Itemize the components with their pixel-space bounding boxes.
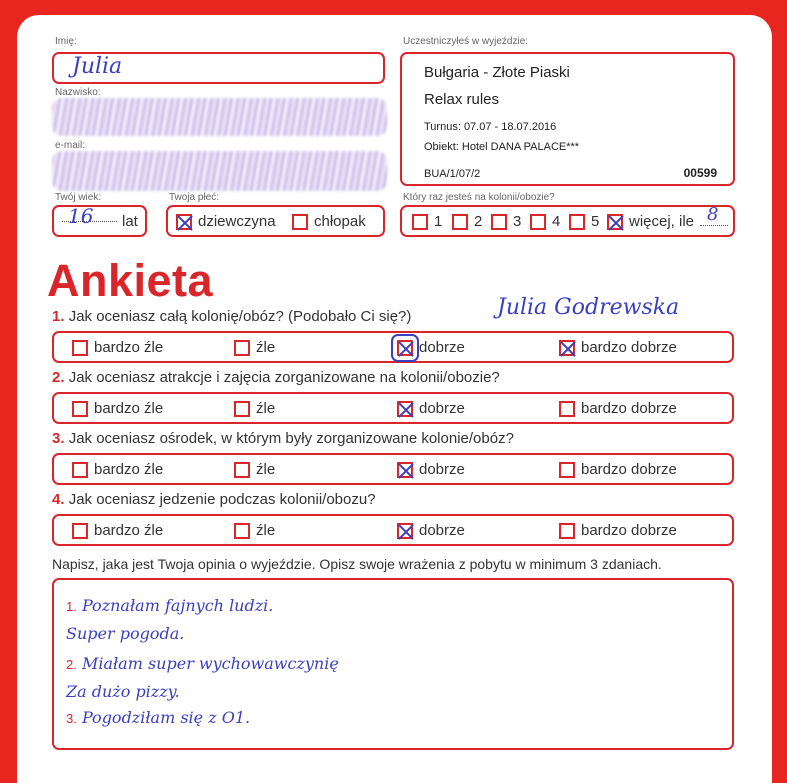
q1-option-3[interactable]	[397, 339, 465, 356]
last-name-label: Nazwisko:	[55, 87, 101, 98]
question-4	[52, 491, 376, 508]
trip-number: 00599	[683, 166, 717, 180]
question-4-answers	[52, 514, 734, 546]
q2-checkbox-3[interactable]	[397, 401, 413, 417]
q2-label-1: bardzo źle	[94, 400, 164, 417]
q3-option-1[interactable]	[72, 461, 163, 478]
opinion-line-2-text: Super pogoda.	[66, 624, 185, 643]
age-unit: lat	[122, 213, 138, 230]
checkbox-times-2[interactable]	[452, 214, 468, 230]
q4-option-1[interactable]	[72, 522, 163, 539]
q1-label-4: bardzo dobrze	[581, 339, 677, 356]
question-4-number: 4.	[52, 491, 65, 508]
q2-option-3[interactable]	[397, 400, 465, 417]
survey-sheet	[17, 15, 772, 783]
gender-field	[166, 205, 385, 237]
times-field	[400, 205, 735, 237]
age-field[interactable]	[52, 205, 147, 237]
q4-option-3[interactable]	[397, 522, 465, 539]
q1-option-2[interactable]	[234, 339, 275, 356]
q1-label-3: dobrze	[419, 339, 465, 356]
question-3-number: 3.	[52, 430, 65, 447]
q3-option-4[interactable]	[559, 461, 677, 478]
q3-checkbox-4[interactable]	[559, 462, 575, 478]
opinion-line-4	[66, 682, 180, 701]
times-5-label: 5	[591, 213, 600, 230]
q3-option-2[interactable]	[234, 461, 275, 478]
q2-label-4: bardzo dobrze	[581, 400, 677, 417]
opinion-line-1	[66, 596, 273, 615]
gender-boy-label: chłopak	[314, 213, 366, 230]
q4-checkbox-4[interactable]	[559, 523, 575, 539]
q1-checkbox-2[interactable]	[234, 340, 250, 356]
question-1-text: Jak oceniasz całą kolonię/obóz? (Podobało Ci się?)	[68, 308, 412, 325]
q1-label-1: bardzo źle	[94, 339, 164, 356]
times-option-5[interactable]	[569, 213, 599, 230]
opinion-line-3-num: 2.	[66, 657, 77, 672]
last-name-redacted	[52, 98, 387, 136]
first-name-label: Imię:	[55, 36, 77, 47]
times-2-label: 2	[474, 213, 483, 230]
signature: Julia Godrewska	[497, 295, 680, 320]
question-3-text: Jak oceniasz ośrodek, w którym były zorganizowane kolonie/obóz?	[68, 430, 514, 447]
gender-label: Twoja płeć:	[169, 192, 220, 203]
gender-option-boy[interactable]	[292, 213, 366, 230]
q2-checkbox-2[interactable]	[234, 401, 250, 417]
opinion-line-5-text: Pogodziłam się z O1.	[81, 708, 251, 727]
question-4-text: Jak oceniasz jedzenie podczas kolonii/obozu?	[68, 491, 376, 508]
opinion-line-5	[66, 708, 250, 727]
checkbox-times-1[interactable]	[412, 214, 428, 230]
checkbox-boy[interactable]	[292, 214, 308, 230]
q4-checkbox-3[interactable]	[397, 523, 413, 539]
opinion-line-1-text: Poznałam fajnych ludzi.	[81, 596, 274, 615]
trip-subtitle: Relax rules	[424, 91, 500, 108]
gender-option-girl[interactable]	[176, 213, 276, 230]
q3-label-3: dobrze	[419, 461, 465, 478]
question-1	[52, 308, 411, 325]
q2-label-2: źle	[256, 400, 276, 417]
opinion-prompt: Napisz, jaka jest Twoja opinia o wyjeździe. Opisz swoje wrażenia z pobytu w minimum 3 zdaniach.	[52, 556, 662, 572]
times-3-label: 3	[513, 213, 522, 230]
trip-code: BUA/1/07/2	[424, 168, 481, 180]
q4-label-2: źle	[256, 522, 276, 539]
checkbox-times-5[interactable]	[569, 214, 585, 230]
times-option-3[interactable]	[491, 213, 521, 230]
times-more-value: 8	[707, 204, 719, 225]
q2-option-2[interactable]	[234, 400, 275, 417]
times-dotted-line	[700, 225, 728, 226]
times-more-label: więcej, ile	[629, 213, 695, 230]
question-2	[52, 369, 500, 386]
times-option-2[interactable]	[452, 213, 482, 230]
q2-label-3: dobrze	[419, 400, 465, 417]
opinion-line-4-text: Za dużo pizzy.	[66, 682, 180, 701]
q4-label-4: bardzo dobrze	[581, 522, 677, 539]
question-3	[52, 430, 514, 447]
times-option-1[interactable]	[412, 213, 442, 230]
checkbox-times-4[interactable]	[530, 214, 546, 230]
checkbox-times-3[interactable]	[491, 214, 507, 230]
q3-label-1: bardzo źle	[94, 461, 164, 478]
q1-checkbox-1[interactable]	[72, 340, 88, 356]
q3-label-4: bardzo dobrze	[581, 461, 677, 478]
opinion-line-5-num: 3.	[66, 711, 77, 726]
question-1-answers	[52, 331, 734, 363]
age-label: Twój wiek:	[55, 192, 102, 203]
q1-checkbox-3[interactable]	[397, 340, 413, 356]
times-4-label: 4	[552, 213, 561, 230]
q4-label-1: bardzo źle	[94, 522, 164, 539]
checkbox-times-more[interactable]	[607, 214, 623, 230]
q1-checkbox-4[interactable]	[559, 340, 575, 356]
q2-option-4[interactable]	[559, 400, 677, 417]
opinion-textarea[interactable]	[52, 578, 734, 750]
trip-info-box	[400, 52, 735, 186]
gender-girl-label: dziewczyna	[198, 213, 276, 230]
page-title: Ankieta	[47, 255, 214, 306]
q1-option-1[interactable]	[72, 339, 163, 356]
q1-option-4[interactable]	[559, 339, 677, 356]
opinion-line-1-num: 1.	[66, 599, 77, 614]
first-name-field[interactable]	[52, 52, 385, 84]
opinion-line-2	[66, 624, 184, 643]
opinion-line-3	[66, 654, 339, 673]
question-1-number: 1.	[52, 308, 65, 325]
q4-checkbox-1[interactable]	[72, 523, 88, 539]
q4-option-4[interactable]	[559, 522, 677, 539]
times-option-4[interactable]	[530, 213, 560, 230]
q4-checkbox-2[interactable]	[234, 523, 250, 539]
trip-label: Uczestniczyłeś w wyjeździe:	[403, 36, 529, 47]
q2-checkbox-4[interactable]	[559, 401, 575, 417]
first-name-value: Julia	[72, 54, 123, 79]
q3-label-2: źle	[256, 461, 276, 478]
q2-checkbox-1[interactable]	[72, 401, 88, 417]
age-value: 16	[68, 204, 94, 228]
q4-label-3: dobrze	[419, 522, 465, 539]
q3-checkbox-1[interactable]	[72, 462, 88, 478]
q3-checkbox-3[interactable]	[397, 462, 413, 478]
times-label: Który raz jesteś na kolonii/obozie?	[403, 192, 555, 203]
q2-option-1[interactable]	[72, 400, 163, 417]
email-redacted	[52, 151, 387, 191]
email-label: e-mail:	[55, 140, 86, 151]
trip-obiekt: Obiekt: Hotel DANA PALACE***	[424, 141, 580, 153]
question-2-number: 2.	[52, 369, 65, 386]
trip-title: Bułgaria - Złote Piaski	[424, 64, 570, 81]
opinion-line-3-text: Miałam super wychowawczynię	[81, 654, 339, 673]
question-3-answers	[52, 453, 734, 485]
times-1-label: 1	[434, 213, 443, 230]
question-2-text: Jak oceniasz atrakcje i zajęcia zorganizowane na kolonii/obozie?	[68, 369, 500, 386]
question-2-answers	[52, 392, 734, 424]
q1-label-2: źle	[256, 339, 276, 356]
q3-option-3[interactable]	[397, 461, 465, 478]
q4-option-2[interactable]	[234, 522, 275, 539]
checkbox-girl[interactable]	[176, 214, 192, 230]
times-option-more[interactable]	[607, 213, 694, 230]
trip-turnus: Turnus: 07.07 - 18.07.2016	[424, 121, 557, 133]
q3-checkbox-2[interactable]	[234, 462, 250, 478]
